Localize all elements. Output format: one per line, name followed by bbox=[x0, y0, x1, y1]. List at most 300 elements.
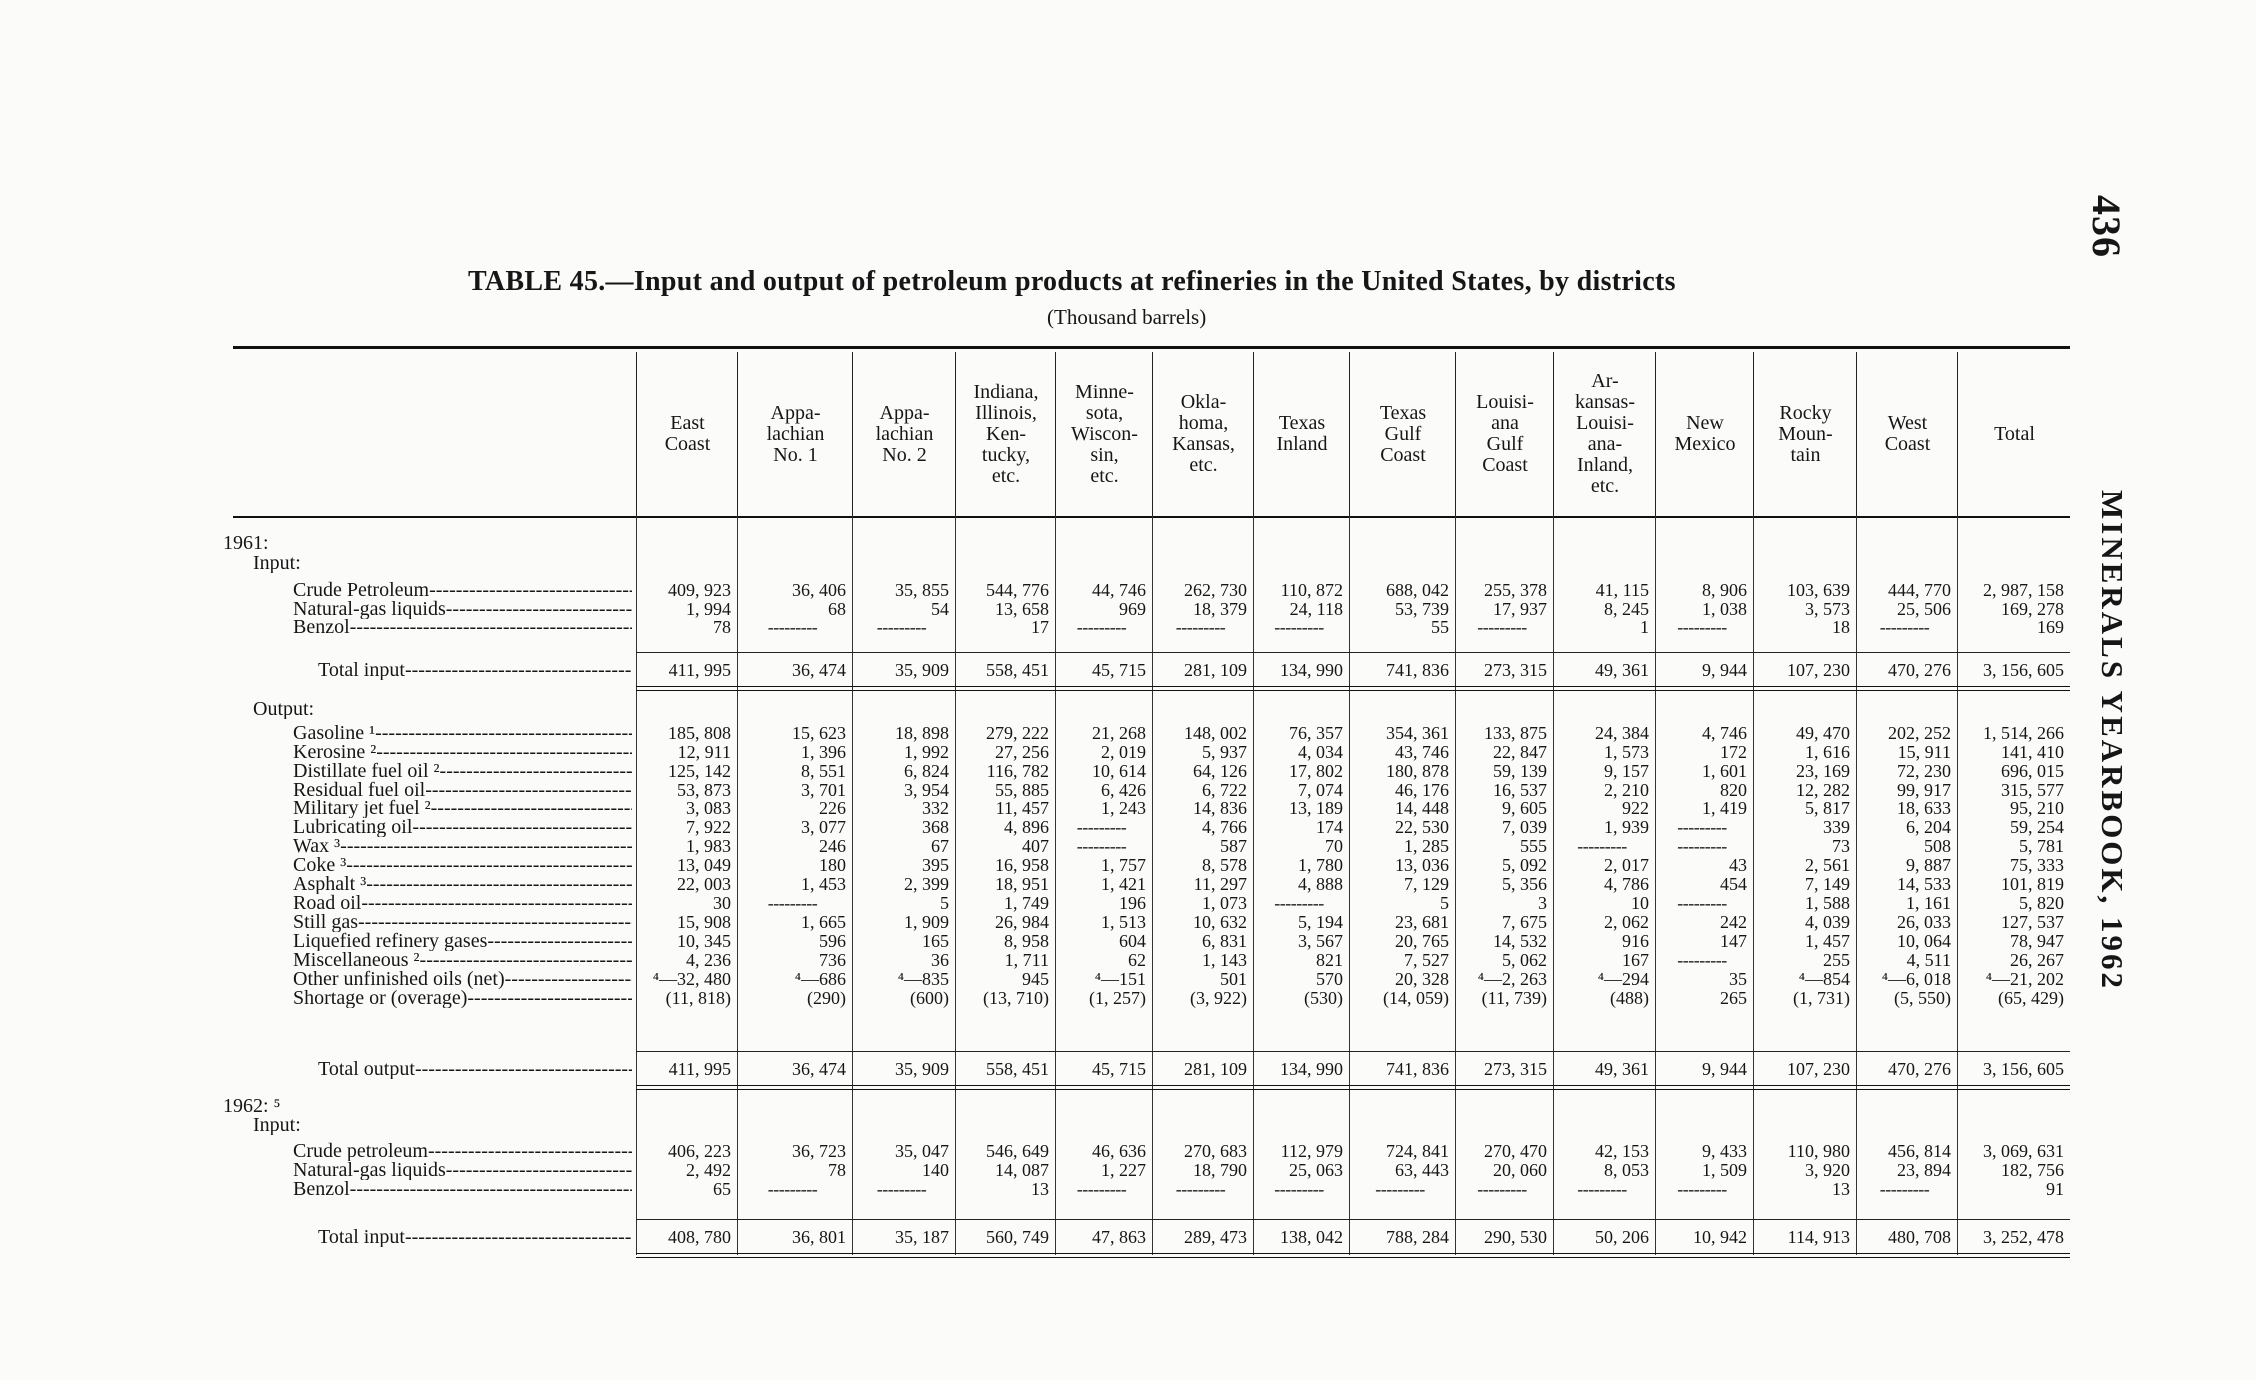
column-header: Rocky Moun- tain bbox=[1753, 352, 1857, 516]
row-label: Natural-gas liquids ----- bbox=[293, 599, 632, 619]
row-label: Natural-gas liquids ----- bbox=[293, 1160, 632, 1180]
column-header: Total bbox=[1957, 352, 2071, 516]
table-cell: 25, 506 bbox=[1897, 599, 1951, 619]
table-cell: 5, 820 bbox=[2019, 893, 2064, 913]
rule-below-total bbox=[636, 686, 2070, 687]
row-label: Other unfinished oils (net) ----- bbox=[293, 969, 632, 989]
table-cell: 4, 039 bbox=[1805, 912, 1850, 932]
table-cell: 1, 421 bbox=[1101, 874, 1146, 894]
table-cell: 339 bbox=[1823, 817, 1850, 837]
table-cell: 470, 276 bbox=[1888, 660, 1951, 680]
table-cell: 21, 268 bbox=[1092, 723, 1146, 743]
table-cell: 17, 802 bbox=[1289, 761, 1343, 781]
table-cell: (3, 922) bbox=[1190, 988, 1247, 1008]
table-cell: 62 bbox=[1128, 950, 1146, 970]
column-header: Okla- homa, Kansas, etc. bbox=[1152, 352, 1254, 516]
table-cell: 969 bbox=[1119, 599, 1146, 619]
column-rule bbox=[1055, 516, 1056, 1255]
rule-below-total bbox=[636, 1085, 2070, 1086]
table-cell: 114, 913 bbox=[1787, 1227, 1850, 1247]
table-cell: 270, 470 bbox=[1484, 1141, 1547, 1161]
table-cell: 1, 711 bbox=[1004, 950, 1049, 970]
table-cell: 1, 457 bbox=[1805, 931, 1850, 951]
table-cell: 2, 017 bbox=[1604, 855, 1649, 875]
table-cell: 270, 683 bbox=[1184, 1141, 1247, 1161]
table-cell: 456, 814 bbox=[1888, 1141, 1951, 1161]
table-cell: --------- bbox=[1274, 617, 1324, 637]
table-cell: 182, 756 bbox=[2001, 1160, 2064, 1180]
table-cell: 820 bbox=[1720, 780, 1747, 800]
row-label: Output: bbox=[253, 699, 315, 719]
table-cell: 14, 836 bbox=[1193, 798, 1247, 818]
table-cell: 42, 153 bbox=[1595, 1141, 1649, 1161]
table-cell: 134, 990 bbox=[1280, 660, 1343, 680]
table-cell: 696, 015 bbox=[2001, 761, 2064, 781]
table-cell: 406, 223 bbox=[668, 1141, 731, 1161]
table-cell: 24, 118 bbox=[1289, 599, 1343, 619]
table-cell: 17 bbox=[1031, 617, 1049, 637]
table-cell: 13, 049 bbox=[677, 855, 731, 875]
table-cell: 1, 601 bbox=[1702, 761, 1747, 781]
table-cell: 688, 042 bbox=[1386, 580, 1449, 600]
table-cell: ⁴—6, 018 bbox=[1881, 969, 1951, 989]
table-cell: 8, 578 bbox=[1202, 855, 1247, 875]
table-cell: 45, 715 bbox=[1092, 660, 1146, 680]
table-cell: ⁴—2, 263 bbox=[1477, 969, 1547, 989]
table-cell: 95, 210 bbox=[2010, 798, 2064, 818]
table-cell: 18, 790 bbox=[1193, 1160, 1247, 1180]
table-cell: 4, 236 bbox=[686, 950, 731, 970]
table-cell: (5, 550) bbox=[1894, 988, 1951, 1008]
table-cell: 140 bbox=[922, 1160, 949, 1180]
table-cell: 46, 636 bbox=[1092, 1141, 1146, 1161]
table-cell: 7, 074 bbox=[1298, 780, 1343, 800]
table-cell: 9, 887 bbox=[1906, 855, 1951, 875]
table-cell: 2, 399 bbox=[904, 874, 949, 894]
table-cell: 5, 092 bbox=[1502, 855, 1547, 875]
column-rule bbox=[1455, 516, 1456, 1255]
table-cell: ⁴—686 bbox=[794, 969, 846, 989]
table-cell: 4, 888 bbox=[1298, 874, 1343, 894]
table-cell: (488) bbox=[1610, 988, 1649, 1008]
table-cell: (13, 710) bbox=[983, 988, 1049, 1008]
table-cell: 26, 984 bbox=[995, 912, 1049, 932]
column-header: New Mexico bbox=[1655, 352, 1754, 516]
column-rule bbox=[636, 516, 637, 1255]
table-cell: 1, 419 bbox=[1702, 798, 1747, 818]
table-cell: 558, 451 bbox=[986, 1059, 1049, 1079]
table-cell: 133, 875 bbox=[1484, 723, 1547, 743]
column-header: Texas Gulf Coast bbox=[1349, 352, 1456, 516]
table-cell: 3, 920 bbox=[1805, 1160, 1850, 1180]
table-cell: 3, 077 bbox=[801, 817, 846, 837]
table-cell: 916 bbox=[1622, 931, 1649, 951]
table-cell: 68 bbox=[828, 599, 846, 619]
table-cell: 73 bbox=[1832, 836, 1850, 856]
table-cell: 26, 267 bbox=[2010, 950, 2064, 970]
row-label: Shortage or (overage) ----- bbox=[293, 988, 632, 1008]
table-cell: 2, 561 bbox=[1805, 855, 1850, 875]
table-cell: 604 bbox=[1119, 931, 1146, 951]
table-cell: 9, 157 bbox=[1604, 761, 1649, 781]
table-cell: 2, 492 bbox=[686, 1160, 731, 1180]
table-cell: 15, 623 bbox=[792, 723, 846, 743]
table-cell: 49, 361 bbox=[1595, 1059, 1649, 1079]
row-label: Input: bbox=[253, 1115, 301, 1135]
table-top-rule bbox=[233, 346, 2070, 349]
table-cell: 12, 911 bbox=[677, 742, 731, 762]
table-cell: 273, 315 bbox=[1484, 660, 1547, 680]
table-cell: 242 bbox=[1720, 912, 1747, 932]
table-cell: 78 bbox=[713, 617, 731, 637]
table-cell: 4, 896 bbox=[1004, 817, 1049, 837]
table-cell: 262, 730 bbox=[1184, 580, 1247, 600]
table-cell: 10, 064 bbox=[1897, 931, 1951, 951]
table-cell: --------- bbox=[1076, 817, 1127, 837]
table-cell: 10, 632 bbox=[1193, 912, 1247, 932]
table-cell: --------- bbox=[1677, 893, 1727, 913]
table-cell: 202, 252 bbox=[1888, 723, 1951, 743]
table-cell: 148, 002 bbox=[1184, 723, 1247, 743]
row-label: Gasoline ¹ ----- bbox=[293, 723, 632, 743]
page-number: 436 bbox=[2084, 195, 2129, 258]
table-cell: 46, 176 bbox=[1395, 780, 1449, 800]
table-cell: --------- bbox=[1375, 1179, 1425, 1199]
table-cell: 3 bbox=[1538, 893, 1547, 913]
table-cell: 18, 951 bbox=[995, 874, 1049, 894]
table-cell: 35, 047 bbox=[895, 1141, 949, 1161]
table-cell: 26, 033 bbox=[1897, 912, 1951, 932]
table-cell: 1, 227 bbox=[1101, 1160, 1146, 1180]
table-cell: 546, 649 bbox=[986, 1141, 1049, 1161]
table-cell: 35 bbox=[1729, 969, 1747, 989]
table-cell: 185, 808 bbox=[668, 723, 731, 743]
table-cell: ⁴—21, 202 bbox=[1985, 969, 2064, 989]
table-cell: 7, 129 bbox=[1404, 874, 1449, 894]
table-cell: 289, 473 bbox=[1184, 1227, 1247, 1247]
table-cell: 196 bbox=[1119, 893, 1146, 913]
row-label: Coke ³ ----- bbox=[293, 855, 632, 875]
table-cell: 368 bbox=[922, 817, 949, 837]
table-cell: 116, 782 bbox=[986, 761, 1049, 781]
table-cell: 724, 841 bbox=[1386, 1141, 1449, 1161]
table-cell: 480, 708 bbox=[1888, 1227, 1951, 1247]
table-cell: 354, 361 bbox=[1386, 723, 1449, 743]
table-cell: 788, 284 bbox=[1386, 1227, 1449, 1247]
table-cell: --------- bbox=[1477, 1179, 1527, 1199]
table-cell: 23, 169 bbox=[1796, 761, 1850, 781]
column-rule bbox=[1856, 516, 1857, 1255]
table-cell: 72, 230 bbox=[1897, 761, 1951, 781]
table-cell: 7, 527 bbox=[1404, 950, 1449, 970]
table-cell: 1, 573 bbox=[1604, 742, 1649, 762]
table-cell: 24, 384 bbox=[1595, 723, 1649, 743]
table-cell: 1, 514, 266 bbox=[1983, 723, 2064, 743]
table-cell: --------- bbox=[876, 617, 927, 637]
table-cell: 1, 161 bbox=[1906, 893, 1951, 913]
table-cell: 4, 034 bbox=[1298, 742, 1343, 762]
table-cell: 555 bbox=[1520, 836, 1547, 856]
table-cell: 290, 530 bbox=[1484, 1227, 1547, 1247]
rule-above-total bbox=[636, 652, 2070, 653]
table-cell: 5, 062 bbox=[1502, 950, 1547, 970]
table-cell: 20, 060 bbox=[1493, 1160, 1547, 1180]
table-cell: 5 bbox=[1440, 893, 1449, 913]
table-cell: 281, 109 bbox=[1184, 1059, 1247, 1079]
table-cell: 9, 944 bbox=[1702, 660, 1747, 680]
table-cell: 45, 715 bbox=[1092, 1059, 1146, 1079]
table-cell: --------- bbox=[1677, 950, 1727, 970]
rule-above-total bbox=[636, 1051, 2070, 1052]
table-cell: 5, 356 bbox=[1502, 874, 1547, 894]
table-cell: 172 bbox=[1720, 742, 1747, 762]
table-cell: 110, 980 bbox=[1787, 1141, 1850, 1161]
table-cell: 9, 944 bbox=[1702, 1059, 1747, 1079]
table-cell: --------- bbox=[1076, 836, 1127, 856]
table-cell: 407 bbox=[1022, 836, 1049, 856]
table-cell: 255, 378 bbox=[1484, 580, 1547, 600]
row-label: Crude petroleum ----- bbox=[293, 1141, 632, 1161]
table-cell: --------- bbox=[1175, 1179, 1226, 1199]
table-cell: 922 bbox=[1622, 798, 1649, 818]
table-cell: 2, 062 bbox=[1604, 912, 1649, 932]
rule-below-total bbox=[636, 1253, 2070, 1254]
running-head: MINERALS YEARBOOK, 1962 bbox=[2095, 490, 2130, 992]
table-cell: 1, 909 bbox=[904, 912, 949, 932]
table-cell: 501 bbox=[1220, 969, 1247, 989]
table-cell: 18, 379 bbox=[1193, 599, 1247, 619]
table-cell: 101, 819 bbox=[2001, 874, 2064, 894]
table-cell: 3, 573 bbox=[1805, 599, 1850, 619]
table-cell: --------- bbox=[1175, 617, 1226, 637]
table-cell: 36, 406 bbox=[792, 580, 846, 600]
table-cell: 78 bbox=[828, 1160, 846, 1180]
table-cell: 78, 947 bbox=[2010, 931, 2064, 951]
table-cell: (600) bbox=[910, 988, 949, 1008]
table-cell: --------- bbox=[1577, 836, 1627, 856]
table-cell: 1, 143 bbox=[1202, 950, 1247, 970]
table-cell: 169 bbox=[2037, 617, 2064, 637]
table-cell: 1, 038 bbox=[1702, 599, 1747, 619]
table-cell: 1, 616 bbox=[1805, 742, 1850, 762]
table-cell: 1, 983 bbox=[686, 836, 731, 856]
table-cell: 180, 878 bbox=[1386, 761, 1449, 781]
table-cell: ⁴—151 bbox=[1094, 969, 1146, 989]
table-cell: 11, 297 bbox=[1193, 874, 1247, 894]
table-cell: 8, 245 bbox=[1604, 599, 1649, 619]
table-cell: 14, 087 bbox=[995, 1160, 1049, 1180]
column-rule bbox=[1152, 516, 1153, 1255]
row-label: Total output ----- bbox=[318, 1059, 632, 1079]
table-cell: 265 bbox=[1720, 988, 1747, 1008]
table-cell: 255 bbox=[1823, 950, 1850, 970]
table-cell: 49, 361 bbox=[1595, 660, 1649, 680]
table-cell: 5, 817 bbox=[1805, 798, 1850, 818]
table-cell: --------- bbox=[767, 617, 818, 637]
table-cell: (14, 059) bbox=[1383, 988, 1449, 1008]
table-cell: 1 bbox=[1640, 617, 1649, 637]
table-cell: 180 bbox=[819, 855, 846, 875]
table-cell: 10, 942 bbox=[1693, 1227, 1747, 1247]
table-cell: 99, 917 bbox=[1897, 780, 1951, 800]
table-cell: 6, 824 bbox=[904, 761, 949, 781]
table-cell: 2, 987, 158 bbox=[1983, 580, 2064, 600]
table-cell: 544, 776 bbox=[986, 580, 1049, 600]
table-cell: 36 bbox=[931, 950, 949, 970]
table-cell: 1, 992 bbox=[904, 742, 949, 762]
row-label: Distillate fuel oil ² ----- bbox=[293, 761, 632, 781]
table-cell: 75, 333 bbox=[2010, 855, 2064, 875]
table-cell: 14, 532 bbox=[1493, 931, 1547, 951]
table-cell: 2, 210 bbox=[1604, 780, 1649, 800]
table-cell: 10 bbox=[1631, 893, 1649, 913]
table-cell: 6, 204 bbox=[1906, 817, 1951, 837]
table-cell: 103, 639 bbox=[1787, 580, 1850, 600]
column-rule bbox=[737, 516, 738, 1255]
column-header: West Coast bbox=[1856, 352, 1958, 516]
table-cell: 50, 206 bbox=[1595, 1227, 1649, 1247]
table-cell: 273, 315 bbox=[1484, 1059, 1547, 1079]
table-cell: 44, 746 bbox=[1092, 580, 1146, 600]
table-cell: 22, 530 bbox=[1395, 817, 1449, 837]
table-cell: 55, 885 bbox=[995, 780, 1049, 800]
table-cell: 110, 872 bbox=[1280, 580, 1343, 600]
table-cell: 1, 243 bbox=[1101, 798, 1146, 818]
row-label: 1961: bbox=[223, 533, 269, 553]
table-cell: 741, 836 bbox=[1386, 660, 1449, 680]
table-cell: 3, 069, 631 bbox=[1983, 1141, 2064, 1161]
table-cell: 169, 278 bbox=[2001, 599, 2064, 619]
table-title: TABLE 45.—Input and output of petroleum products at refineries in the United States, by districts bbox=[468, 266, 1676, 297]
table-cell: --------- bbox=[767, 893, 818, 913]
table-cell: 54 bbox=[931, 599, 949, 619]
column-header: East Coast bbox=[636, 352, 738, 516]
table-cell: 246 bbox=[819, 836, 846, 856]
table-cell: (530) bbox=[1304, 988, 1343, 1008]
table-cell: 454 bbox=[1720, 874, 1747, 894]
table-cell: 65 bbox=[713, 1179, 731, 1199]
table-cell: 4, 766 bbox=[1202, 817, 1247, 837]
table-cell: 587 bbox=[1220, 836, 1247, 856]
table-cell: 23, 681 bbox=[1395, 912, 1449, 932]
table-cell: 43, 746 bbox=[1395, 742, 1449, 762]
table-cell: 945 bbox=[1022, 969, 1049, 989]
table-cell: 53, 739 bbox=[1395, 599, 1449, 619]
row-label: Benzol ----- bbox=[293, 1179, 632, 1199]
table-cell: 3, 156, 605 bbox=[1983, 1059, 2064, 1079]
column-header: Minne- sota, Wiscon- sin, etc. bbox=[1055, 352, 1153, 516]
table-cell: (11, 818) bbox=[665, 988, 731, 1008]
column-header: Texas Inland bbox=[1253, 352, 1350, 516]
column-rule bbox=[1957, 516, 1958, 1255]
table-cell: 165 bbox=[922, 931, 949, 951]
table-cell: (290) bbox=[807, 988, 846, 1008]
column-rule bbox=[955, 516, 956, 1255]
table-cell: --------- bbox=[1677, 1179, 1727, 1199]
column-header: Indiana, Illinois, Ken- tucky, etc. bbox=[955, 352, 1056, 516]
column-rule bbox=[1553, 516, 1554, 1255]
table-cell: 1, 588 bbox=[1805, 893, 1850, 913]
table-cell: 11, 457 bbox=[995, 798, 1049, 818]
row-label: Miscellaneous ² ----- bbox=[293, 950, 632, 970]
table-cell: (65, 429) bbox=[1998, 988, 2064, 1008]
table-cell: 25, 063 bbox=[1289, 1160, 1343, 1180]
table-cell: 27, 256 bbox=[995, 742, 1049, 762]
table-cell: 59, 254 bbox=[2010, 817, 2064, 837]
table-cell: 8, 053 bbox=[1604, 1160, 1649, 1180]
table-cell: 8, 551 bbox=[801, 761, 846, 781]
table-cell: 13, 036 bbox=[1395, 855, 1449, 875]
column-header: Louisi- ana Gulf Coast bbox=[1455, 352, 1554, 516]
table-cell: 1, 396 bbox=[801, 742, 846, 762]
table-cell: --------- bbox=[1274, 1179, 1324, 1199]
table-cell: 10, 345 bbox=[677, 931, 731, 951]
table-cell: 1, 994 bbox=[686, 599, 731, 619]
table-cell: --------- bbox=[1477, 617, 1527, 637]
table-cell: 6, 831 bbox=[1202, 931, 1247, 951]
row-label: Road oil ----- bbox=[293, 893, 632, 913]
table-cell: 15, 911 bbox=[1897, 742, 1951, 762]
table-cell: 30 bbox=[713, 893, 731, 913]
table-cell: 16, 537 bbox=[1493, 780, 1547, 800]
table-cell: 22, 847 bbox=[1493, 742, 1547, 762]
table-cell: 315, 577 bbox=[2001, 780, 2064, 800]
table-cell: 147 bbox=[1720, 931, 1747, 951]
table-cell: 3, 083 bbox=[686, 798, 731, 818]
table-cell: 23, 894 bbox=[1897, 1160, 1951, 1180]
table-cell: 41, 115 bbox=[1595, 580, 1649, 600]
table-cell: 7, 675 bbox=[1502, 912, 1547, 932]
table-cell: 409, 923 bbox=[668, 580, 731, 600]
table-cell: 3, 567 bbox=[1298, 931, 1343, 951]
table-cell: --------- bbox=[1274, 893, 1324, 913]
table-cell: --------- bbox=[876, 1179, 927, 1199]
table-cell: 281, 109 bbox=[1184, 660, 1247, 680]
table-cell: 91 bbox=[2046, 1179, 2064, 1199]
table-cell: --------- bbox=[1076, 1179, 1127, 1199]
table-cell: 10, 614 bbox=[1092, 761, 1146, 781]
rule-below-total bbox=[636, 690, 2070, 691]
table-cell: (1, 257) bbox=[1089, 988, 1146, 1008]
row-label: Benzol ----- bbox=[293, 617, 632, 637]
table-cell: 5, 781 bbox=[2019, 836, 2064, 856]
table-cell: 49, 470 bbox=[1796, 723, 1850, 743]
table-cell: 18, 633 bbox=[1897, 798, 1951, 818]
row-label: Wax ³ ----- bbox=[293, 836, 632, 856]
table-cell: 14, 448 bbox=[1395, 798, 1449, 818]
row-label: Total input ----- bbox=[318, 1227, 632, 1247]
table-cell: 444, 770 bbox=[1888, 580, 1951, 600]
table-cell: --------- bbox=[1076, 617, 1127, 637]
column-rule bbox=[1655, 516, 1656, 1255]
table-cell: 67 bbox=[931, 836, 949, 856]
table-cell: 741, 836 bbox=[1386, 1059, 1449, 1079]
table-cell: 12, 282 bbox=[1796, 780, 1850, 800]
rule-below-total bbox=[636, 1089, 2070, 1090]
table-cell: 1, 665 bbox=[801, 912, 846, 932]
table-cell: 76, 357 bbox=[1289, 723, 1343, 743]
table-cell: 5, 194 bbox=[1298, 912, 1343, 932]
table-cell: 63, 443 bbox=[1395, 1160, 1449, 1180]
table-cell: 1, 509 bbox=[1702, 1160, 1747, 1180]
table-cell: 43 bbox=[1729, 855, 1747, 875]
table-cell: 3, 701 bbox=[801, 780, 846, 800]
table-cell: 736 bbox=[819, 950, 846, 970]
table-cell: 107, 230 bbox=[1787, 660, 1850, 680]
column-rule bbox=[852, 516, 853, 1255]
row-label: Still gas ----- bbox=[293, 912, 632, 932]
table-cell: 1, 749 bbox=[1004, 893, 1049, 913]
